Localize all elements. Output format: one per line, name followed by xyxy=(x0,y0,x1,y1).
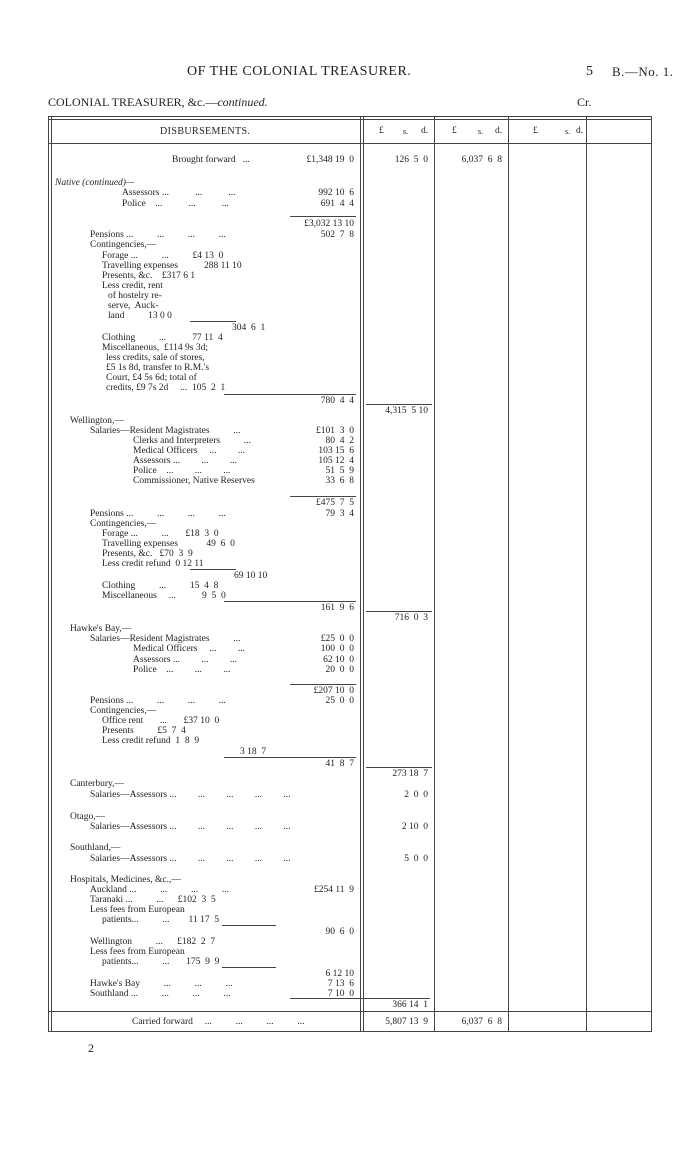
table-left-border xyxy=(48,116,49,1032)
rule xyxy=(190,321,236,322)
row-amount-c2: 273 18 7 xyxy=(392,769,428,779)
row-amount-c1: 691 4 4 xyxy=(320,199,354,209)
row-amount-c1: 90 6 0 xyxy=(325,927,354,937)
row-amount-c1: 62 10 0 xyxy=(323,655,354,665)
row-description: patients... ... 11 17 5 xyxy=(102,915,220,925)
row-description: Southland ... ... ... ... xyxy=(90,989,231,999)
row-amount-c1: 7 13 6 xyxy=(327,979,354,989)
row-description: Presents, &c. £317 6 1 xyxy=(102,271,196,281)
table-bottom-border xyxy=(48,1031,652,1032)
row-description: Travelling expenses 49 6 0 xyxy=(102,539,235,549)
col2-penny-header: d. xyxy=(421,126,429,136)
row-description: Clerks and Interpreters ... xyxy=(133,436,251,446)
row-amount-c1: £25 0 0 xyxy=(320,634,354,644)
disbursements-header: DISBURSEMENTS. xyxy=(160,126,251,137)
column-divider-3 xyxy=(508,116,509,1032)
row-description: less credits, sale of stores, xyxy=(106,353,205,363)
row-amount-c1: 79 3 4 xyxy=(325,509,354,519)
row-description: serve, Auck- xyxy=(108,301,159,311)
row-amount-c1: £3,032 13 10 xyxy=(304,219,354,229)
rule xyxy=(366,611,432,612)
row-description: Carried forward ... ... ... ... xyxy=(132,1017,305,1027)
row-amount-c2: 2 0 0 xyxy=(404,790,428,800)
row-amount-c1: 51 5 9 xyxy=(325,466,354,476)
row-description: Wellington ... £182 2 7 xyxy=(90,937,216,947)
row-amount-c3: 6,037 6 8 xyxy=(461,155,502,165)
row-amount-c2: 5,807 13 9 xyxy=(385,1017,428,1027)
row-description: Less credit refund 0 12 11 xyxy=(102,559,204,569)
row-amount-c1: £1,348 19 0 xyxy=(306,155,354,165)
row-description: Less credit, rent xyxy=(102,281,163,291)
row-amount-c1: 105 12 4 xyxy=(318,456,354,466)
row-amount-c1: £254 11 9 xyxy=(313,885,354,895)
row-description: Hawke's Bay,— xyxy=(70,624,132,634)
row-description: Hawke's Bay ... ... ... xyxy=(90,979,233,989)
row-description: Hospitals, Medicines, &c.,— xyxy=(70,875,181,885)
row-description: Less fees from European xyxy=(90,905,185,915)
row-description: 69 10 10 xyxy=(234,571,268,581)
row-description: Miscellaneous, £114 9s 3d; xyxy=(102,343,208,353)
row-description: Travelling expenses 288 11 10 xyxy=(102,261,242,271)
row-description: Salaries—Assessors ... ... ... ... ... xyxy=(90,822,291,832)
rule xyxy=(224,601,356,602)
row-amount-c2: 716 0 3 xyxy=(394,613,428,623)
row-amount-c3: 6,037 6 8 xyxy=(461,1017,502,1027)
rule xyxy=(224,394,356,395)
row-description: Pensions ... ... ... ... xyxy=(90,509,226,519)
table-top-border-inner xyxy=(48,119,652,120)
row-description: Less credit refund 1 8 9 xyxy=(102,736,200,746)
row-description: Contingencies,— xyxy=(90,519,157,529)
row-description: Presents, &c. £70 3 9 xyxy=(102,549,193,559)
col4-pound-header: £ xyxy=(533,126,538,136)
col2-shilling-header: s. xyxy=(403,127,409,136)
row-description: Otago,— xyxy=(70,812,106,822)
row-description: Pensions ... ... ... ... xyxy=(90,230,226,240)
row-description: Forage ... ... £4 13 0 xyxy=(102,251,224,261)
table-right-border xyxy=(651,116,652,1032)
column-divider-2 xyxy=(434,116,435,1032)
row-amount-c1: 25 0 0 xyxy=(325,696,354,706)
row-description: Salaries—Resident Magistrates ... xyxy=(90,426,241,436)
header-separator xyxy=(48,143,652,144)
rule xyxy=(366,767,432,768)
row-description: patients... ... 175 9 9 xyxy=(102,957,220,967)
col3-pound-header: £ xyxy=(452,126,457,136)
page-title: OF THE COLONIAL TREASURER. xyxy=(187,64,412,79)
row-amount-c1: £475 7 5 xyxy=(316,498,354,508)
table-top-border xyxy=(48,116,652,117)
row-description: Forage ... ... £18 3 0 xyxy=(102,529,219,539)
col3-shilling-header: s. xyxy=(478,127,484,136)
credit-side-label: Cr. xyxy=(577,95,592,109)
row-description: Clothing ... 15 4 8 xyxy=(102,581,219,591)
row-amount-c2: 366 14 1 xyxy=(392,1000,428,1010)
row-description: Medical Officers ... ... xyxy=(133,446,245,456)
row-description: Presents £5 7 4 xyxy=(102,726,186,736)
rule xyxy=(222,925,276,926)
row-description: Salaries—Assessors ... ... ... ... ... xyxy=(90,790,291,800)
row-description: Miscellaneous ... 9 5 0 xyxy=(102,591,226,601)
row-amount-c1: 7 10 0 xyxy=(327,989,354,999)
page-number: 5 xyxy=(586,64,594,79)
column-divider-1 xyxy=(360,116,361,1032)
row-description: Assessors ... ... ... xyxy=(133,655,237,665)
rule xyxy=(366,404,432,405)
row-description: Auckland ... ... ... ... xyxy=(90,885,230,895)
row-description: land 13 0 0 xyxy=(108,311,172,321)
row-amount-c2: 2 10 0 xyxy=(401,822,428,832)
column-divider-1b xyxy=(363,116,364,1032)
column-divider-4 xyxy=(586,116,587,1032)
row-description: credits, £9 7s 2d ... 105 2 1 xyxy=(106,383,226,393)
row-description: Taranaki ... ... £102 3 5 xyxy=(90,895,216,905)
row-description: Contingencies,— xyxy=(90,240,157,250)
row-amount-c1: £207 10 0 xyxy=(313,686,354,696)
row-description: Brought forward ... xyxy=(172,155,250,165)
row-amount-c1: 780 4 4 xyxy=(320,396,354,406)
row-description: 3 18 7 xyxy=(240,747,267,757)
row-amount-c1: 100 0 0 xyxy=(320,644,354,654)
row-description: Office rent ... £37 10 0 xyxy=(102,716,220,726)
row-description: Less fees from European xyxy=(90,947,185,957)
col4-shilling-header: s. xyxy=(565,127,571,136)
row-description: Pensions ... ... ... ... xyxy=(90,696,226,706)
row-description: Salaries—Resident Magistrates ... xyxy=(90,634,241,644)
row-description: Police ... ... ... xyxy=(133,665,231,675)
row-description: Assessors ... ... ... xyxy=(122,188,236,198)
row-description: Commissioner, Native Reserves xyxy=(133,476,255,486)
col2-pound-header: £ xyxy=(379,126,384,136)
row-description: Salaries—Assessors ... ... ... ... ... xyxy=(90,854,291,864)
row-description: Police ... ... ... xyxy=(133,466,231,476)
row-amount-c1: 103 15 6 xyxy=(318,446,354,456)
row-description: Native (continued)— xyxy=(55,178,135,188)
col4-penny-header: d. xyxy=(576,126,584,136)
row-description: Police ... ... ... xyxy=(122,199,229,209)
document-reference: B.—No. 1. xyxy=(612,64,674,79)
row-amount-c2: 126 5 0 xyxy=(394,155,428,165)
row-amount-c1: £101 3 0 xyxy=(316,426,354,436)
row-description: Clothing ... 77 11 4 xyxy=(102,333,223,343)
row-description: Southland,— xyxy=(70,843,121,853)
row-amount-c2: 4,315 5 10 xyxy=(385,406,428,416)
rule xyxy=(290,496,356,497)
row-description: of hostelry re- xyxy=(108,291,162,301)
section-title xyxy=(48,95,268,110)
row-amount-c1: 161 9 6 xyxy=(320,603,354,613)
row-amount-c1: 6 12 10 xyxy=(325,969,354,979)
col3-penny-header: d. xyxy=(495,126,503,136)
row-amount-c1: 80 4 2 xyxy=(325,436,354,446)
row-description: Wellington,— xyxy=(70,416,124,426)
rule xyxy=(290,998,430,999)
row-description: 304 6 1 xyxy=(232,323,266,333)
row-amount-c1: 992 10 6 xyxy=(318,188,354,198)
row-description: Contingencies,— xyxy=(90,706,157,716)
section-title-main: COLONIAL TREASURER, &c.— xyxy=(48,95,218,109)
row-amount-c1: 502 7 8 xyxy=(320,230,354,240)
footer-page-mark: 2 xyxy=(88,1041,94,1055)
table-left-border-inner xyxy=(51,116,52,1032)
row-description: Medical Officers ... ... xyxy=(133,644,245,654)
row-description: Court, £4 5s 6d; total of xyxy=(106,373,197,383)
rule xyxy=(290,684,356,685)
row-amount-c1: 20 0 0 xyxy=(325,665,354,675)
rule xyxy=(222,967,276,968)
row-amount-c1: 33 6 8 xyxy=(325,476,354,486)
rule xyxy=(290,216,356,217)
row-amount-c1: 41 8 7 xyxy=(325,759,354,769)
rule xyxy=(48,1011,652,1012)
row-description: Assessors ... ... ... xyxy=(133,456,237,466)
section-title-continued: continued. xyxy=(217,95,268,109)
row-description: Canterbury,— xyxy=(70,779,124,789)
row-amount-c2: 5 0 0 xyxy=(404,854,428,864)
row-description: £5 1s 8d, transfer to R.M.'s xyxy=(106,363,210,373)
